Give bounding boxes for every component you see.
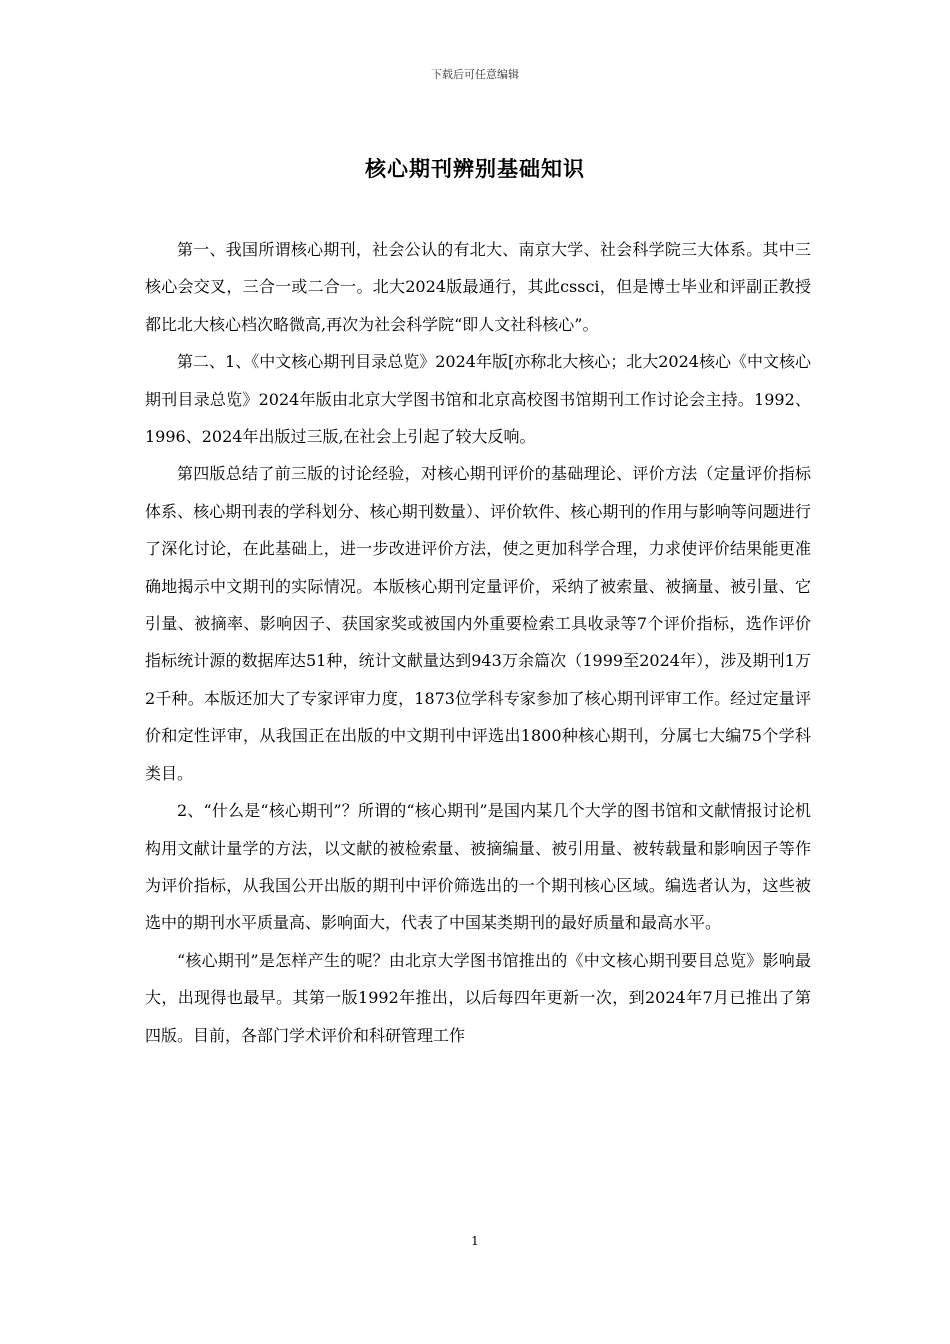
paragraph-1: 第一、我国所谓核心期刊，社会公认的有北大、南京大学、社会科学院三大体系。其中三核心会交叉，三合一或二合一。北大2024版最通行，其此cssci，但是博士毕业和评副正教授都比北大核心档次略微高,再次为社会科学院“即人文社科核心”。 — [145, 240, 811, 334]
paragraph-2: 第二、1、《中文核心期刊目录总览》2024年版[亦称北大核心；北大2024核心《中文核心期刊目录总览》2024年版由北京大学图书馆和北京高校图书馆期刊工作讨论会主持。1992、1996、2024年出版过三版,在社会上引起了较大反响。 — [145, 352, 811, 447]
page-header-note: 下载后可任意编辑 — [431, 68, 519, 81]
paragraph-4: 2、“什么是“核心期刊”？所谓的“核心期刊”是国内某几个大学的图书馆和文献情报讨论机构用文献计量学的方法，以文献的被检索量、被摘编量、被引用量、被转载量和影响因子等作为评价指标，从我国公开出版的期刊中评价筛选出的一个期刊核心区域。编选者认为，这些被选中的期刊水平质量高、影响面大，代表了中国某类期刊的最好质量和最高水平。 — [145, 801, 811, 933]
page-number: 1 — [471, 1234, 479, 1248]
paragraph-5: “核心期刊”是怎样产生的呢？由北京大学图书馆推出的《中文核心期刊要目总览》影响最大，出现得也最早。其第一版1992年推出，以后每四年更新一次，到2024年7月已推出了第四版。目前，各部门学术评价和科研管理工作 — [145, 950, 811, 1045]
paragraph-3: 第四版总结了前三版的讨论经验，对核心期刊评价的基础理论、评价方法（定量评价指标体系、核心期刊表的学科划分、核心期刊数量）、评价软件、核心期刊的作用与影响等问题进行了深化讨论，在此基础上，进一步改进评价方法，使之更加科学合理，力求使评价结果能更准确地揭示中文期刊的实际情况。本版核心期刊定量评价，采纳了被索量、被摘量、被引量、它引量、被摘率、影响因子、获国家奖或被国内外重要检索工具收录等7个评价指标，选作评价指标统计源的数据库达51种，统计文献量达到943万余篇次（1999至2024年），涉及期刊1万2千种。本版还加大了专家评审力度，1873位学科专家参加了核心期刊评审工作。经过定量评价和定性评审，从我国正在出版的中文期刊中评选出1800种核心期刊，分属七大编75个学科类目。 — [145, 464, 811, 783]
document-body — [145, 231, 811, 1054]
document-title: 核心期刊辨别基础知识 — [365, 156, 585, 181]
